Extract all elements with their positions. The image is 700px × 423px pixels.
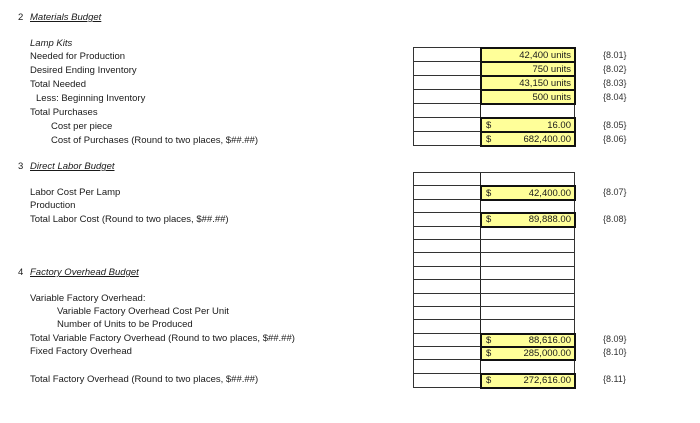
grid-row	[414, 240, 574, 253]
grid-cell-blank[interactable]	[414, 267, 481, 279]
lamp-kits-subheading: Lamp Kits	[30, 38, 73, 49]
grid-cell-blank[interactable]	[414, 294, 481, 306]
grid-cell-answer[interactable]	[481, 62, 574, 75]
grid-cell-blank[interactable]	[481, 253, 574, 265]
grid-cell-blank[interactable]	[414, 347, 481, 359]
grid-row	[414, 360, 574, 373]
value-text: 43,150 units	[519, 77, 571, 89]
label-total-needed: Total Needed	[30, 79, 86, 90]
grid-row	[414, 307, 574, 320]
answer-cost-of-purchases[interactable]	[480, 131, 576, 147]
answer-fixed-overhead[interactable]	[480, 346, 576, 361]
grid-cell-units-produced[interactable]	[481, 320, 574, 332]
grid-cell-blank[interactable]	[414, 374, 481, 387]
grid-cell-answer[interactable]	[481, 186, 574, 198]
grid-row	[414, 173, 574, 186]
section-3-title: Direct Labor Budget	[30, 161, 115, 172]
label-needed-for-production: Needed for Production	[30, 51, 126, 62]
answer-total-labor-cost[interactable]	[480, 212, 576, 227]
grid-cell-blank[interactable]	[481, 360, 574, 372]
value-text: 285,000.00	[523, 348, 571, 360]
currency-symbol: $	[486, 348, 492, 360]
grid-cell-blank[interactable]	[481, 240, 574, 252]
grid-cell-answer[interactable]	[481, 90, 574, 103]
grid-row	[414, 200, 574, 213]
currency-symbol: $	[486, 133, 492, 145]
grid-row	[414, 62, 574, 76]
grid-cell-blank[interactable]	[414, 104, 481, 117]
grid-cell-answer[interactable]	[481, 213, 574, 225]
grid-cell-blank[interactable]	[414, 62, 481, 75]
label-desired-ending-inventory: Desired Ending Inventory	[30, 65, 137, 76]
grid-cell-answer[interactable]	[481, 374, 574, 387]
currency-symbol: $	[486, 334, 492, 346]
grid-row	[414, 267, 574, 280]
section-2-number: 2	[18, 12, 24, 23]
code-8-10: {8.10}	[603, 347, 627, 357]
code-8-09: {8.09}	[603, 334, 627, 344]
grid-row	[414, 320, 574, 333]
grid-cell-answer[interactable]	[481, 48, 574, 61]
label-production: Production	[30, 200, 76, 211]
label-fixed-factory-overhead: Fixed Factory Overhead	[30, 346, 132, 357]
value-text: 89,888.00	[528, 214, 571, 226]
grid-cell-answer[interactable]	[481, 334, 574, 346]
grid-cell-blank[interactable]	[414, 48, 481, 61]
grid-cell-blank[interactable]	[414, 253, 481, 265]
grid-cell-blank[interactable]	[414, 90, 481, 103]
currency-symbol: $	[486, 119, 492, 131]
value-text: 272,616.00	[523, 375, 571, 387]
grid-cell-blank[interactable]	[414, 307, 481, 319]
grid-cell-blank[interactable]	[481, 280, 574, 292]
grid-cell-blank[interactable]	[414, 200, 481, 212]
grid-cell-blank[interactable]	[481, 227, 574, 239]
label-total-labor-cost: Total Labor Cost (Round to two places, $##.##)	[30, 214, 229, 225]
label-variable-factory-overhead: Variable Factory Overhead:	[30, 293, 146, 304]
grid-row	[414, 334, 574, 347]
label-total-purchases: Total Purchases	[30, 107, 98, 118]
grid-row	[414, 253, 574, 266]
grid-cell-answer[interactable]	[481, 347, 574, 359]
code-8-07: {8.07}	[603, 187, 627, 197]
grid-row	[414, 104, 574, 118]
code-8-08: {8.08}	[603, 214, 627, 224]
section-3-number: 3	[18, 161, 24, 172]
value-text: 42,400 units	[519, 49, 571, 61]
answer-labor-cost-per-lamp[interactable]	[480, 185, 576, 200]
labor-overhead-grid	[413, 172, 575, 388]
label-labor-cost-per-lamp: Labor Cost Per Lamp	[30, 187, 121, 198]
code-8-04: {8.04}	[603, 92, 627, 102]
currency-symbol: $	[486, 375, 492, 387]
code-8-05: {8.05}	[603, 120, 627, 130]
grid-row	[414, 227, 574, 240]
section-2-title: Materials Budget	[30, 12, 102, 23]
grid-row	[414, 186, 574, 199]
grid-cell-production[interactable]	[481, 200, 574, 212]
grid-cell-answer[interactable]	[481, 132, 574, 145]
value-text: 750 units	[532, 63, 571, 75]
grid-cell-blank[interactable]	[414, 280, 481, 292]
label-vfo-cost-per-unit: Variable Factory Overhead Cost Per Unit	[57, 306, 229, 317]
label-less-beginning-inventory: Less: Beginning Inventory	[36, 93, 146, 104]
grid-cell-answer[interactable]	[481, 76, 574, 89]
grid-cell-blank[interactable]	[414, 186, 481, 198]
grid-cell-blank[interactable]	[414, 132, 481, 145]
grid-row	[414, 294, 574, 307]
grid-cell-blank[interactable]	[414, 227, 481, 239]
grid-cell-vfo-cost-per-unit[interactable]	[481, 307, 574, 319]
grid-row	[414, 213, 574, 226]
grid-cell-answer[interactable]	[481, 118, 574, 131]
answer-beginning-inventory[interactable]	[480, 89, 576, 105]
grid-cell-blank[interactable]	[414, 334, 481, 346]
code-8-03: {8.03}	[603, 78, 627, 88]
currency-symbol: $	[486, 214, 492, 226]
grid-cell-variable-overhead[interactable]	[481, 294, 574, 306]
code-8-01: {8.01}	[603, 50, 627, 60]
grid-cell-blank[interactable]	[481, 267, 574, 279]
section-4-number: 4	[18, 267, 24, 278]
label-total-variable-overhead: Total Variable Factory Overhead (Round to two places, $##.##)	[30, 333, 295, 344]
code-8-06: {8.06}	[603, 134, 627, 144]
grid-row	[414, 48, 574, 62]
code-8-11: {8.11}	[603, 374, 626, 384]
grid-cell-blank[interactable]	[414, 240, 481, 252]
grid-row	[414, 118, 574, 132]
grid-cell-blank[interactable]	[414, 173, 481, 185]
grid-row	[414, 374, 574, 388]
value-text: 42,400.00	[528, 187, 571, 199]
label-total-factory-overhead: Total Factory Overhead (Round to two places, $##.##)	[30, 374, 259, 385]
code-8-02: {8.02}	[603, 64, 627, 74]
section-4-title: Factory Overhead Budget	[30, 267, 139, 278]
currency-symbol: $	[486, 187, 492, 199]
grid-row	[414, 280, 574, 293]
label-cost-of-purchases: Cost of Purchases (Round to two places, $##.##)	[51, 135, 259, 146]
value-text: 682,400.00	[523, 133, 571, 145]
grid-row	[414, 132, 574, 146]
grid-cell-blank[interactable]	[414, 76, 481, 89]
grid-row	[414, 90, 574, 104]
answer-total-factory-overhead[interactable]	[480, 373, 576, 389]
label-cost-per-piece: Cost per piece	[51, 121, 113, 132]
value-text: 16.00	[547, 119, 571, 131]
grid-row	[414, 347, 574, 360]
value-text: 88,616.00	[528, 334, 571, 346]
materials-budget-grid	[413, 47, 575, 146]
grid-cell-blank[interactable]	[414, 118, 481, 131]
grid-cell-blank[interactable]	[414, 360, 481, 372]
label-units-to-be-produced: Number of Units to be Produced	[57, 319, 193, 330]
grid-row	[414, 76, 574, 90]
grid-cell-total-purchases[interactable]	[481, 104, 574, 117]
grid-cell-blank[interactable]	[481, 173, 574, 185]
value-text: 500 units	[532, 91, 571, 103]
grid-cell-blank[interactable]	[414, 320, 481, 332]
grid-cell-blank[interactable]	[414, 213, 481, 225]
